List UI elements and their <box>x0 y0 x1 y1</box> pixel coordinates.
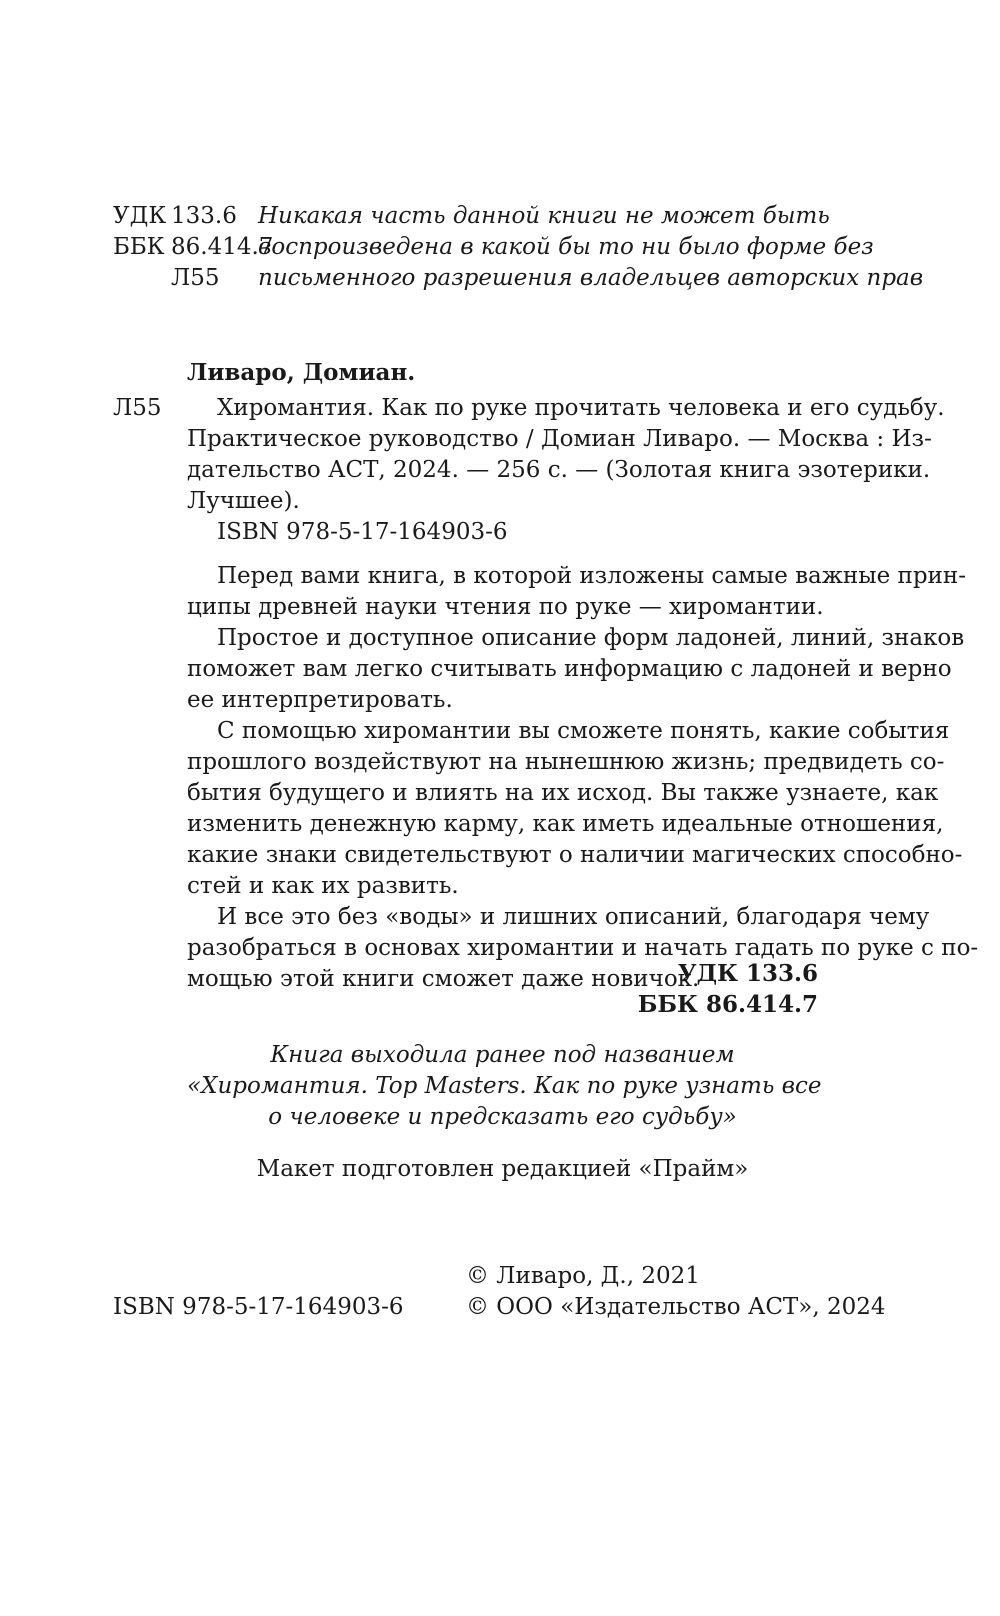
annotation-codes <box>518 958 818 1020</box>
previous-title-line: о человеке и предсказать его судьбу» <box>268 1104 737 1130</box>
annotation-line: ее интерпретировать. <box>187 687 453 713</box>
annotation-line: поможет вам легко считывать информацию с ладоней и верно <box>187 656 952 682</box>
entry-author: Ливаро, Домиан. <box>187 359 416 386</box>
annotation-line: какие знаки свидетельствуют о наличии магических способно- <box>187 842 963 868</box>
annotation-line: изменить денежную карму, как иметь идеальные отношения, <box>187 811 944 837</box>
udk-value: 133.6 <box>171 203 237 229</box>
author-mark: Л55 <box>171 265 220 291</box>
udk-label: УДК <box>113 203 167 229</box>
entry-mark: Л55 <box>113 395 162 421</box>
copyright-notice <box>258 201 924 294</box>
annotation-line: С помощью хиромантии вы сможете понять, какие события <box>217 718 950 744</box>
entry-description-line: Практическое руководство / Домиан Ливаро. — Москва : Из- <box>187 426 932 452</box>
previous-title-line: «Хиромантия. Top Masters. Как по руке узнать все <box>187 1073 822 1099</box>
annotation-line: мощью этой книги сможет даже новичок. <box>187 966 700 992</box>
annotation-line: разобраться в основах хиромантии и начать гадать по руке с по- <box>187 935 979 961</box>
annotation-line: И все это без «воды» и лишних описаний, благодаря чему <box>217 904 930 930</box>
annotation-udk: УДК 133.6 <box>677 960 818 987</box>
annotation-line: стей и как их развить. <box>187 873 459 899</box>
annotation-line: Перед вами книга, в которой изложены самые важные прин- <box>217 563 966 589</box>
copyright-notice-line: письменного разрешения владельцев авторских прав <box>258 265 924 291</box>
entry-isbn: ISBN 978-5-17-164903-6 <box>217 519 508 545</box>
annotation <box>187 561 979 995</box>
layout-credit: Макет подготовлен редакцией «Прайм» <box>256 1156 749 1182</box>
bbk-label: ББК <box>113 234 165 260</box>
entry-description-line: Лучшее). <box>187 488 300 514</box>
bbk-value: 86.414.7 <box>171 234 274 260</box>
annotation-bbk: ББК 86.414.7 <box>637 991 818 1018</box>
copyright-notice-line: воспроизведена в какой бы то ни было форме без <box>258 234 874 260</box>
annotation-line: Простое и доступное описание форм ладоней, линий, знаков <box>217 625 965 651</box>
copyright-notice-line: Никакая часть данной книги не может быть <box>258 203 830 229</box>
annotation-line: ципы древней науки чтения по руке — хиромантии. <box>187 594 824 620</box>
copyright-publisher: © ООО «Издательство АСТ», 2024 <box>466 1294 886 1320</box>
copyright-author: © Ливаро, Д., 2021 <box>466 1263 700 1289</box>
entry-description-line: дательство АСТ, 2024. — 256 с. — (Золотая книга эзотерики. <box>187 457 931 483</box>
footer-isbn: ISBN 978-5-17-164903-6 <box>113 1294 404 1320</box>
annotation-line: бытия будущего и влиять на их исход. Вы также узнаете, как <box>187 780 939 806</box>
previous-title-note <box>187 1040 822 1133</box>
entry-description-line: Хиромантия. Как по руке прочитать человека и его судьбу. <box>217 395 945 421</box>
entry-description <box>187 393 945 517</box>
annotation-line: прошлого воздействуют на нынешнюю жизнь; предвидеть со- <box>187 749 945 775</box>
previous-title-line: Книга выходила ранее под названием <box>270 1042 735 1068</box>
